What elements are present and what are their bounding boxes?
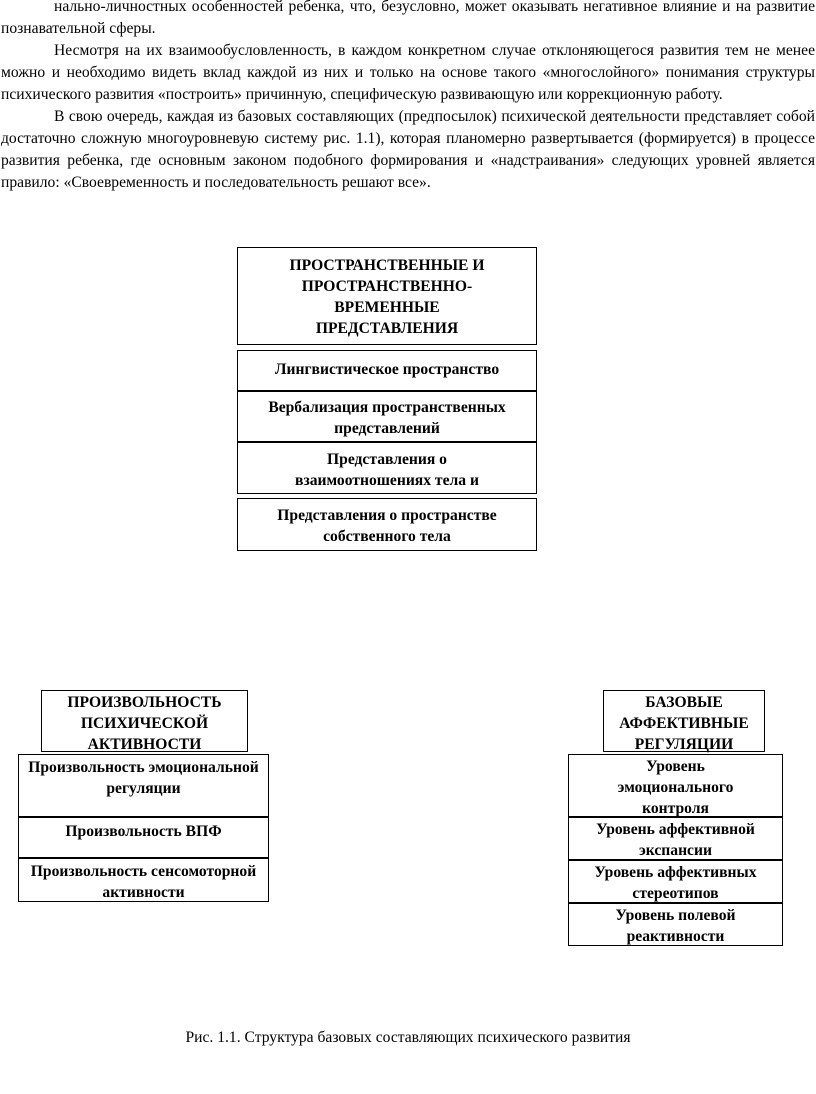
spatial-level-own-body: Представления о пространстве собственного тела [237, 498, 537, 551]
spatial-level-body-relations: Представления о взаимоотношениях тела и [237, 442, 537, 494]
spatial-level-verbalization: Вербализация пространственных представлений [237, 391, 537, 442]
affective-level-stereotypes: Уровень аффективных стереотипов [568, 860, 783, 903]
body-text [1, 0, 815, 194]
voluntary-header-box: ПРОИЗВОЛЬНОСТЬ ПСИХИЧЕСКОЙ АКТИВНОСТИ [41, 690, 248, 752]
paragraph-1: нально-личностных особенностей ребенка, что, безусловно, может оказывать негативное влияние и на развитие познавательной сферы. [1, 0, 815, 37]
figure-caption: Рис. 1.1. Структура базовых составляющих психического развития [185, 1029, 631, 1046]
affective-level-emotional-control: Уровень эмоционального контроля [568, 754, 783, 817]
paragraph-3: В свою очередь, каждая из базовых составляющих (предпосылок) психической деятельности представляет собой достаточно сложную многоуровневую систему рис. 1.1), которая планомерно развертывается (формируется) в процессе развития ребенка, где основным законом подобного формирования и «надстраивания» следующих уровней является правило: «Своевременность и последовательность решают все». [1, 108, 815, 191]
paragraph-2: Несмотря на их взаимообусловленность, в каждом конкретном случае отклоняющегося развития тем не менее можно и необходимо видеть вклад каждой из них и только на основе такого «многослойного» понимания структуры психического развития «построить» причинную, специфическую развивающую или коррекционную работу. [1, 42, 815, 103]
voluntary-level-emotional: Произвольность эмоциональной регуляции [18, 754, 269, 817]
affective-header-box: БАЗОВЫЕ АФФЕКТИВНЫЕ РЕГУЛЯЦИИ [603, 690, 765, 752]
affective-level-expansion: Уровень аффективной экспансии [568, 817, 783, 860]
voluntary-level-hmf: Произвольность ВПФ [18, 817, 269, 858]
voluntary-level-sensorimotor: Произвольность сенсомоторной активности [18, 858, 269, 902]
affective-level-field-reactivity: Уровень полевой реактивности [568, 903, 783, 946]
spatial-level-linguistic: Лингвистическое пространство [237, 350, 537, 391]
spatial-header-box: ПРОСТРАНСТВЕННЫЕ И ПРОСТРАНСТВЕННО-ВРЕМЕННЫЕ ПРЕДСТАВЛЕНИЯ [237, 247, 537, 345]
